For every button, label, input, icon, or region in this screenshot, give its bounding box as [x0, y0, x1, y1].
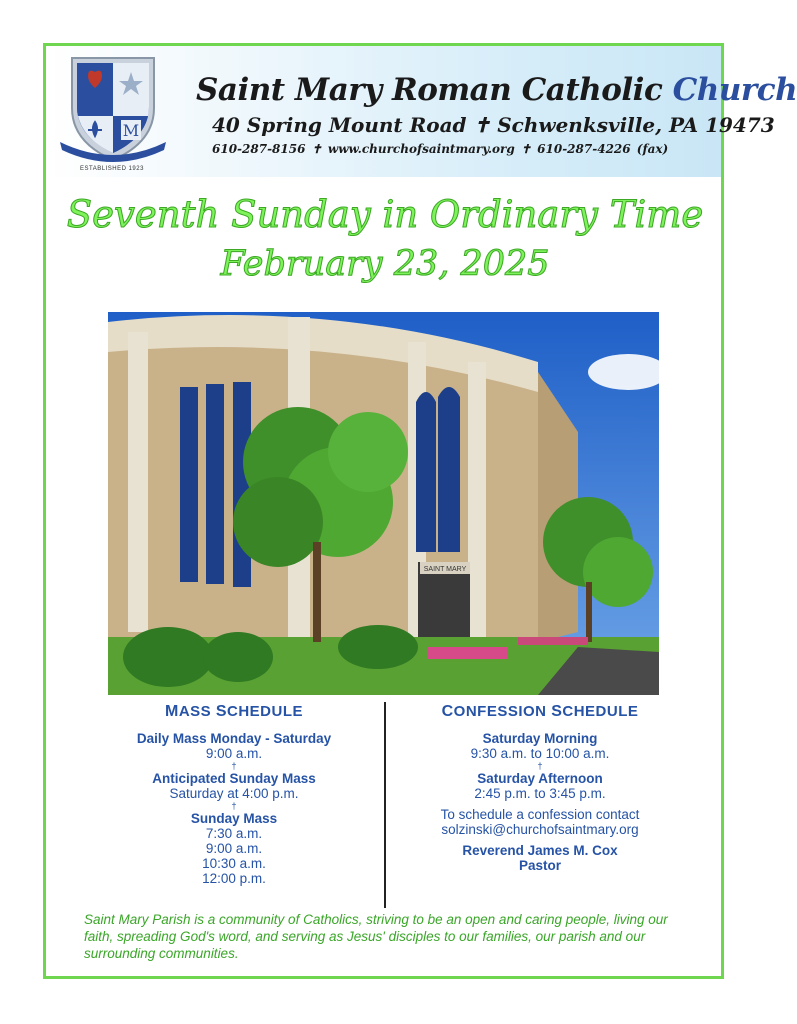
church-name [196, 72, 797, 108]
cross-divider: † [231, 801, 237, 811]
sunday-mass-label: Sunday Mass [190, 811, 278, 826]
pastor-title: Pastor [518, 858, 562, 873]
church-name-main: Saint Mary Roman Catholic [196, 72, 673, 108]
parish-crest-logo [58, 50, 168, 170]
saturday-morning-label: Saturday Morning [482, 731, 598, 746]
liturgical-date: February 23, 2025 [220, 244, 550, 284]
saturday-afternoon-time: 2:45 p.m. to 3:45 p.m. [474, 786, 606, 801]
saturday-morning-time: 9:30 a.m. to 10:00 a.m. [470, 746, 610, 761]
cross-divider: † [231, 761, 237, 771]
confession-schedule-heading: CONFESSION SCHEDULE [441, 703, 639, 720]
confession-contact-email[interactable]: solzinski@churchofsaintmary.org [441, 822, 639, 837]
confession-contact-text: To schedule a confession contact [440, 807, 640, 822]
column-divider [384, 702, 386, 908]
daily-mass-label: Daily Mass Monday - Saturday [136, 731, 332, 746]
crest-letter: M [122, 121, 140, 140]
crest-established: ESTABLISHED 1923 [80, 166, 144, 172]
building-sign: SAINT MARY [423, 566, 467, 573]
liturgical-title: Seventh Sunday in Ordinary Time [66, 193, 704, 236]
mass-schedule [96, 703, 372, 886]
sunday-mass-time: 7:30 a.m. [205, 826, 263, 841]
church-contact-line: 610-287-8156 ✝ www.churchofsaintmary.org ✝ 610-287-4226 (fax) [212, 142, 669, 156]
confession-schedule [398, 703, 682, 873]
mass-schedule-heading: MASS SCHEDULE [164, 703, 304, 720]
sunday-mass-time: 10:30 a.m. [202, 856, 266, 871]
daily-mass-time: 9:00 a.m. [205, 746, 263, 761]
mission-statement: Saint Mary Parish is a community of Catholics, striving to be an open and caring people, living our faith, spreading God's word, and serving as Jesus' disciples to our families, our parish and our surrounding communities. [84, 912, 668, 961]
church-building-photo [108, 312, 659, 695]
anticipated-mass-label: Anticipated Sunday Mass [152, 771, 316, 786]
saturday-afternoon-label: Saturday Afternoon [477, 771, 603, 786]
anticipated-mass-time: Saturday at 4:00 p.m. [169, 786, 299, 801]
sunday-mass-time: 9:00 a.m. [205, 841, 263, 856]
church-address: 40 Spring Mount Road ✝ Schwenksville, PA 19473 [212, 113, 775, 137]
church-name-accent: Church [672, 72, 797, 108]
pastor-name: Reverend James M. Cox [462, 843, 618, 858]
sunday-mass-time: 12:00 p.m. [202, 871, 266, 886]
cross-divider: † [537, 761, 543, 771]
